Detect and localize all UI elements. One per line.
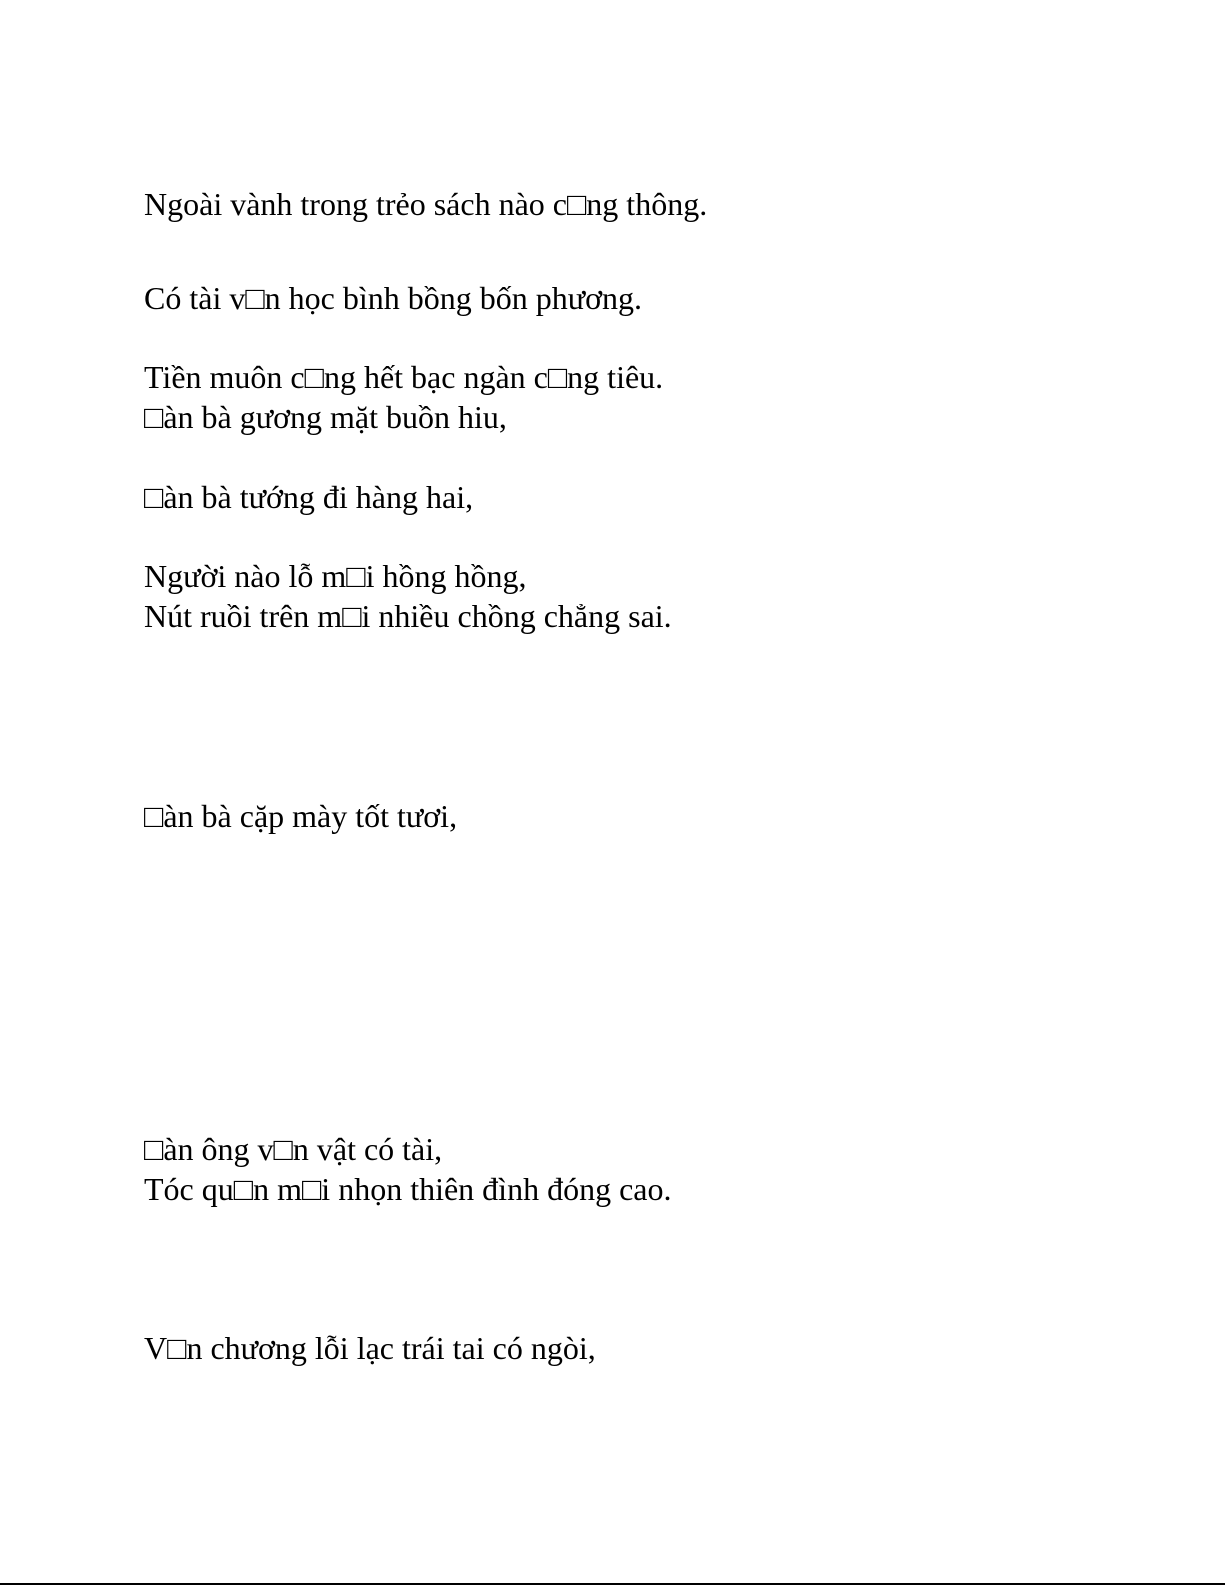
poem-line-11: V□n chương lỗi lạc trái tai có ngòi, — [144, 1330, 596, 1366]
poem-line-6: Người nào lỗ m□i hồng hồng, — [144, 558, 527, 594]
poem-line-2: Có tài v□n học bình bồng bốn phương. — [144, 280, 643, 316]
poem-line-3: Tiền muôn c□ng hết bạc ngàn c□ng tiêu. — [144, 359, 664, 395]
poem-line-10: Tóc qu□n m□i nhọn thiên đình đóng cao. — [144, 1171, 672, 1207]
poem-line-1: Ngoài vành trong trẻo sách nào c□ng thông. — [144, 186, 708, 222]
poem-line-5: □àn bà tướng đi hàng hai, — [144, 479, 474, 515]
poem-line-9: □àn ông v□n vật có tài, — [144, 1131, 443, 1167]
poem-line-8: □àn bà cặp mày tốt tươi, — [144, 798, 458, 834]
poem-line-7: Nút ruồi trên m□i nhiều chồng chẳng sai. — [144, 598, 672, 634]
poem-line-4: □àn bà gương mặt buồn hiu, — [144, 399, 507, 435]
